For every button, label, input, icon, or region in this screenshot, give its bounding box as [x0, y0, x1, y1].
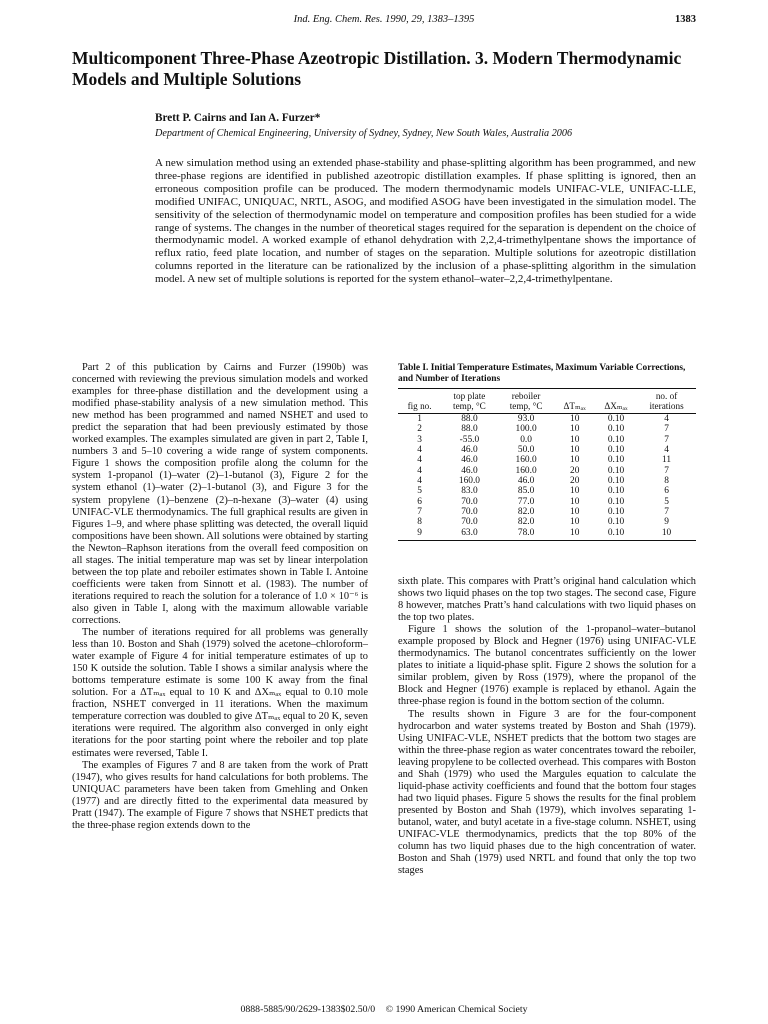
table-row: [398, 528, 696, 541]
table-header-row: [398, 389, 696, 402]
table-cell: 0.10: [595, 528, 637, 541]
table-cell: 10: [570, 507, 580, 518]
table-cell: 0.10: [607, 507, 625, 518]
table-cell: 1: [417, 414, 422, 424]
table-row: [398, 435, 696, 445]
column-header: ΔXₘₐₓ: [595, 401, 637, 414]
iterations-table: [398, 388, 696, 541]
body-paragraph: The results shown in Figure 3 are for the four-component hydrocarbon and water systems treated by Boston and Shah (1979). Using UNIFAC-VLE, NSHET predicts that the bottom two stages are within the three-phase region as water concentrates toward the reboiler, leaving propylene to be collected overhead. This compares with Boston and Shah (1979) who used the Margules equation to calculate the liquid-phase activity coefficients and found that the bottom four stages had two liquid phases. Figure 5 shows the results for the final problem presented by Boston and Shah (1979), which involves separating 1-butanol, water, and butyl acetate in a five-stage column. NSHET, using UNIFAC-VLE thermodynamics, predicts that the top 80% of the column has two liquid phases due to the high concentration of water. Boston and Shah (1979) used NRTL and found that only the top two stages: [398, 708, 696, 877]
journal-citation: Ind. Eng. Chem. Res. 1990, 29, 1383–1395: [293, 14, 475, 25]
column-header: reboiler: [498, 389, 555, 402]
body-paragraph: The number of iterations required for all problems was generally less than 10. Boston and Shah (1979) solved the acetone–chloroform–water example of Figure 4 for initial temperature estimates of up to 150 K outside the solution. Table I shows a similar analysis where the bottoms temperature estimate is some 100 K away from the final solution. For a ΔTₘₐₓ equal to 10 K and ΔXₘₐₓ equal to 0.10 mole fraction, NSHET converged in 11 iterations. When the maximum temperature correction was doubled to give ΔTₘₐₓ equal to 20 K, seven iterations were required. The algorithm also converged in only eight iterations for the poor starting point where the reboiler and top plate estimates were reversed, Table I.: [72, 627, 368, 759]
table-cell: 70.0: [461, 507, 478, 518]
table-cell: 0.10: [607, 486, 625, 497]
page-number: 1383: [675, 14, 696, 25]
author-affiliation: Department of Chemical Engineering, University of Sydney, Sydney, New South Wales, Australia 2006: [155, 128, 573, 139]
column-header: [595, 389, 637, 402]
table-row: [398, 455, 696, 465]
table-cell: 0.10: [607, 455, 625, 466]
table-row: [398, 476, 696, 486]
table-row: [398, 424, 696, 434]
table-row: [398, 497, 696, 507]
article-title: Multicomponent Three-Phase Azeotropic Distillation. 3. Modern Thermodynamic Models and Multiple Solutions: [72, 48, 682, 89]
table-cell: 0.10: [607, 424, 625, 435]
table-cell: 6: [417, 496, 422, 507]
table-row: [398, 414, 696, 425]
table-cell: 10: [570, 517, 580, 528]
table-cell: 7: [664, 507, 669, 518]
column-header: top plate: [441, 389, 498, 402]
table-cell: 4: [417, 445, 422, 456]
column-header: iterations: [637, 401, 696, 414]
table-row: [398, 486, 696, 496]
table-cell: 10: [637, 528, 696, 541]
table-cell: 7: [664, 465, 669, 476]
table-cell: 82.0: [517, 507, 535, 518]
table-1: [398, 363, 696, 541]
table-cell: 11: [662, 455, 672, 466]
body-paragraph: Part 2 of this publication by Cairns and Furzer (1990b) was concerned with reviewing the previous simulation models and worked examples for three-phase distillation and the development using a modified phase-stability analysis of a new simulation method. This new method has been programmed and named NSHET and used to predict the separation that had been previously estimated by those worked examples. The examples simulated are given in part 2, Table I, numbers 3 and 5–10 covering a wide range of system components. Figure 1 shows the composition profile along the column for the system 1-propanol (1)–water (2)–1-butanol (3), Figure 2 for the system ethanol (1)–water (2)–1-butanol (3), and Figure 3 for the system propylene (1)–benzene (2)–n-hexane (3)–water (4) using UNIFAC-VLE thermodynamics. The full graphical results are given in Figures 1–9, and where phase splitting was detected, the overall liquid compositions have been shown. All solutions were obtained by starting the Newton–Raphson iterations from the overall feed composition on all stages. The initial temperature map was set by linear interpolation between the top plate and reboiler estimates shown in Table I. Antoine coefficients were taken from Sinnott et al. (1983). The number of iterations required to reach the solution for a tolerance of 1.0 × 10⁻⁶ is also given in Table I, along with the maximum allowable variable corrections.: [72, 362, 368, 626]
table-row: [398, 466, 696, 476]
table-cell: 85.0: [517, 486, 535, 497]
table-cell: 88.0: [461, 414, 478, 424]
table-cell: 5: [417, 486, 422, 497]
table-cell: 78.0: [498, 528, 555, 541]
table-cell: 83.0: [461, 486, 478, 497]
table-row: [398, 507, 696, 517]
table-cell: 10: [570, 424, 580, 435]
table-cell: -55.0: [459, 434, 480, 445]
table-cell: 63.0: [441, 528, 498, 541]
page-footer: [0, 1004, 768, 1015]
table-cell: 0.10: [607, 476, 625, 487]
table-cell: 3: [417, 434, 422, 445]
table-cell: 4: [417, 455, 422, 466]
column-header: [554, 389, 595, 402]
table-cell: 0.10: [607, 496, 625, 507]
table-cell: 9: [398, 528, 441, 541]
abstract: A new simulation method using an extended phase-stability and phase-splitting algorithm has been programmed, and new three-phase regions are identified in published azeotropic distillation examples. If phase splitting is ignored, then an erroneous composition profile can be produced. The modern thermodynamic models UNIFAC-VLE, UNIFAC-LLE, modified UNIFAC, UNIQUAC, NRTL, ASOG, and modified ASOG have been investigated in the simulation model. The sensitivity of the selection of thermodynamic model on temperature and composition profiles has been studied for a wide range of systems. The changes in the number of theoretical stages required for the separation is dependent on the choice of thermodynamic model. A worked example of ethanol dehydration with 2,2,4-trimethylpentane shows the importance of reflux ratio, feed plate location, and number of stages on the separation. Multiple solutions for azeotropic distillation columns reported in the literature can be rationalized by the inclusion of a phase-splitting algorithm in the simulation model. A new set of multiple solutions is reported for the system ethanol–water–2,2,4-trimethylpentane.: [155, 157, 696, 286]
table-caption: Table I. Initial Temperature Estimates, Maximum Variable Corrections, and Number of Iterations: [398, 363, 686, 384]
table-cell: 10: [570, 414, 580, 424]
running-head: [0, 14, 768, 28]
table-cell: 46.0: [517, 476, 535, 487]
table-cell: 70.0: [461, 496, 478, 507]
table-cell: 0.10: [607, 465, 625, 476]
author-list: Brett P. Cairns and Ian A. Furzer*: [155, 112, 321, 124]
table-cell: 7: [664, 424, 669, 435]
table-cell: 10: [570, 455, 580, 466]
table-cell: 46.0: [461, 465, 478, 476]
table-cell: 8: [417, 517, 422, 528]
table-cell: 7: [664, 434, 669, 445]
table-cell: 0.10: [607, 517, 625, 528]
table-cell: 4: [417, 465, 422, 476]
table-body: [398, 414, 696, 541]
table-cell: 160.0: [515, 455, 537, 466]
table-cell: 7: [417, 507, 422, 518]
table-cell: 10: [570, 496, 580, 507]
table-cell: 0.0: [520, 434, 532, 445]
column-header: [398, 389, 441, 402]
table-row: [398, 517, 696, 527]
table-cell: 46.0: [461, 455, 478, 466]
body-paragraph: The examples of Figures 7 and 8 are taken from the work of Pratt (1947), who gives results for hand calculations for both problems. The UNIQUAC parameters have been taken from Gmehling and Onken (1977) and are directly fitted to the experimental data measured by Pratt (1947). The example of Figure 7 shows that NSHET predicts that the three-phase region extends down to the: [72, 759, 368, 831]
table-cell: 0.10: [607, 414, 625, 424]
table-cell: 4: [417, 476, 422, 487]
table-row: [398, 445, 696, 455]
table-cell: 82.0: [517, 517, 535, 528]
column-header: fig no.: [398, 401, 441, 414]
body-paragraph: sixth plate. This compares with Pratt’s original hand calculation which shows two liquid phases on the top two stages. The second case, Figure 8 however, matches Pratt’s hand calculations with two liquid phases on the top two plates.: [398, 576, 696, 624]
table-cell: 88.0: [461, 424, 478, 435]
table-cell: 9: [664, 517, 669, 528]
table-cell: 8: [664, 476, 669, 487]
column-header: no. of: [637, 389, 696, 402]
table-cell: 4: [664, 414, 669, 424]
table-cell: 10: [570, 445, 580, 456]
table-cell: 0.10: [607, 434, 625, 445]
footer-code: 0888-5885/90/2629-1383$02.50/0: [240, 1004, 376, 1015]
body-paragraph: Figure 1 shows the solution of the 1-propanol–water–butanol example proposed by Block and Hegner (1976) using UNIFAC-VLE thermodynamics. The butanol concentrates sufficiently on the lower plates to initiate a liquid-phase split. Figure 2 shows the solution for a similar problem, given by Ross (1979), where the propanol of the Block and Hegner (1976) example is replaced by ethanol. Again the three-phase region is found in the bottom section of the column.: [398, 624, 696, 708]
footer-copyright: © 1990 American Chemical Society: [385, 1004, 528, 1015]
table-cell: 50.0: [517, 445, 535, 456]
table-cell: 5: [664, 496, 669, 507]
table-cell: 2: [417, 424, 422, 435]
table-cell: 20: [570, 465, 580, 476]
table-cell: 93.0: [517, 414, 535, 424]
table-cell: 100.0: [515, 424, 537, 435]
table-cell: 70.0: [461, 517, 478, 528]
table-cell: 46.0: [461, 445, 478, 456]
table-cell: 20: [570, 476, 580, 487]
table-cell: 0.10: [607, 445, 625, 456]
table-cell: 160.0: [458, 476, 480, 487]
table-cell: 10: [570, 486, 580, 497]
left-column: [72, 362, 368, 832]
right-column: [398, 576, 696, 877]
column-header: ΔTₘₐₓ: [554, 401, 595, 414]
table-cell: 10: [554, 528, 595, 541]
table-cell: 4: [664, 445, 669, 456]
table-header-row: [398, 401, 696, 414]
table-cell: 77.0: [517, 496, 535, 507]
table-cell: 6: [664, 486, 669, 497]
column-header: temp, °C: [441, 401, 498, 414]
table-cell: 160.0: [515, 465, 537, 476]
column-header: temp, °C: [498, 401, 555, 414]
table-cell: 10: [570, 434, 580, 445]
